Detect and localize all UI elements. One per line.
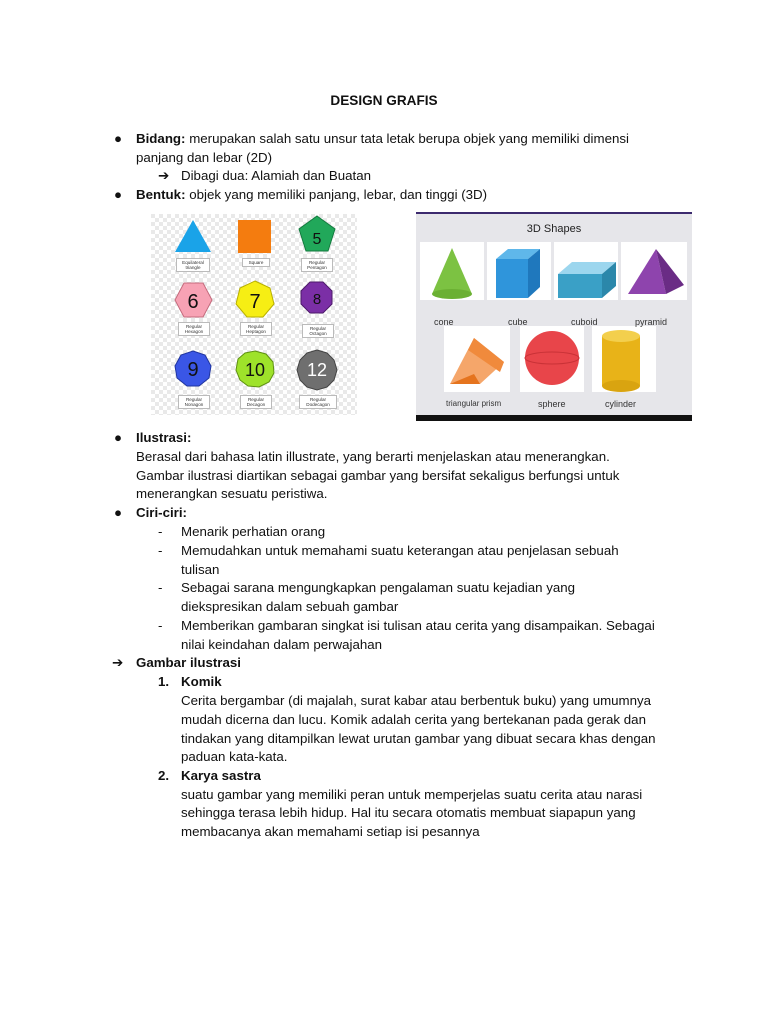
shape-3d-label: cylinder: [605, 399, 637, 409]
ilustrasi-term: Ilustrasi:: [136, 430, 192, 445]
arrow-icon: ➔: [158, 168, 170, 183]
shape-3d-label: pyramid: [635, 317, 668, 327]
page-title: DESIGN GRAFIS: [330, 93, 438, 108]
dash-bullet: -: [158, 524, 163, 539]
shape-number: 5: [312, 231, 322, 248]
bidang-term: Bidang:: [136, 131, 186, 146]
shape-label: Regular Decagon: [240, 395, 272, 409]
komik-line: paduan kata-kata.: [181, 749, 288, 764]
shape-number: 7: [249, 291, 261, 313]
ilustrasi-line: Gambar ilustrasi diartikan sebagai gambar yang bersifat sekaligus berfungsi untuk: [136, 468, 620, 483]
komik-line: Cerita bergambar (di majalah, surat kabar atau berbentuk buku) yang umumnya: [181, 693, 652, 708]
bidang-line-1: [136, 130, 629, 149]
bidang-line-2: panjang dan lebar (2D): [136, 150, 273, 165]
shape-number: 9: [187, 359, 199, 381]
karya-line: membacanya akan memahami setiap isi pesannya: [181, 824, 480, 839]
dash-bullet: -: [158, 543, 163, 558]
shape-label: Regular Nonagon: [178, 395, 210, 409]
shape-number: 6: [187, 291, 199, 313]
ciri-item-cont: diekspresikan dalam sebuah gambar: [181, 599, 399, 614]
shapes-3d-image: [416, 212, 692, 421]
ciri-item-cont: tulisan: [181, 562, 220, 577]
karya-line: sehingga terasa lebih hidup. Hal itu secara otomatis membuat siapapun yang: [181, 805, 636, 820]
shape-label: Square: [242, 258, 270, 267]
bidang-sub: Dibagi dua: Alamiah dan Buatan: [181, 168, 371, 183]
sphere-shape: [525, 331, 579, 385]
bullet-dot: ●: [113, 131, 123, 146]
shapes-2d-drawing: [151, 214, 357, 415]
shape-label: Equilateral triangle: [176, 258, 210, 272]
bentuk-desc: objek yang memiliki panjang, lebar, dan tinggi (3D): [189, 187, 488, 202]
komik-line: mudah dicerna dan lucu. Komik adalah cerita yang bertekanan pada gerak dan: [181, 712, 646, 727]
shape-3d-label: sphere: [538, 399, 566, 409]
shape-label: Regular Heptagon: [240, 322, 272, 336]
karya-sastra-title: Karya sastra: [181, 768, 261, 783]
bentuk-line: [136, 186, 487, 205]
bentuk-term: Bentuk:: [136, 187, 186, 202]
dash-bullet: -: [158, 580, 163, 595]
ciri-item: Memberikan gambaran singkat isi tulisan atau cerita yang disampaikan. Sebagai: [181, 618, 655, 633]
shapes-2d-image: [151, 214, 357, 415]
dash-bullet: -: [158, 618, 163, 633]
shape-3d-label: cuboid: [571, 317, 598, 327]
shape-label: Regular Dodecagon: [299, 395, 337, 409]
cone-shape: [432, 248, 472, 294]
komik-line: tindakan yang ditampilkan lewat urutan gambar yang dibuat secara khas dengan: [181, 731, 656, 746]
shape-number: 8: [312, 291, 322, 308]
ciri-term: Ciri-ciri:: [136, 505, 187, 520]
arrow-icon: ➔: [112, 655, 124, 670]
ciri-item: Sebagai sarana mengungkapkan pengalaman suatu kejadian yang: [181, 580, 576, 595]
ciri-item: Menarik perhatian orang: [181, 524, 326, 539]
list-number: 1.: [158, 674, 170, 689]
ilustrasi-line: Berasal dari bahasa latin illustrate, yang berarti menjelaskan atau menerangkan.: [136, 449, 610, 464]
shapes-3d-heading: 3D Shapes: [526, 223, 582, 235]
cylinder-shape: [602, 336, 640, 386]
ciri-item: Memudahkan untuk memahami suatu keterangan atau penjelasan sebuah: [181, 543, 619, 558]
shape-number: 10: [244, 360, 266, 380]
gambar-term: Gambar ilustrasi: [136, 655, 241, 670]
ciri-item-cont: nilai keindahan dalam perwajahan: [181, 637, 383, 652]
bullet-dot: ●: [113, 430, 123, 445]
shape-3d-label: cone: [434, 317, 454, 327]
shape-label: Regular Hexagon: [178, 322, 210, 336]
ilustrasi-line: menerangkan sesuatu peristiwa.: [136, 486, 328, 501]
shape-3d-label: triangular prism: [446, 399, 502, 408]
komik-title: Komik: [181, 674, 222, 689]
shape-label: Regular Pentagon: [301, 258, 333, 272]
shape-label: Regular Octagon: [302, 324, 334, 338]
list-number: 2.: [158, 768, 170, 783]
square-shape: [238, 220, 271, 253]
bullet-dot: ●: [113, 505, 123, 520]
bullet-dot: ●: [113, 187, 123, 202]
bidang-desc: merupakan salah satu unsur tata letak berupa objek yang memiliki dimensi: [189, 131, 629, 146]
shape-number: 12: [306, 360, 328, 380]
karya-line: suatu gambar yang memiliki peran untuk memperjelas suatu cerita atau narasi: [181, 787, 643, 802]
shape-3d-label: cube: [508, 317, 528, 327]
